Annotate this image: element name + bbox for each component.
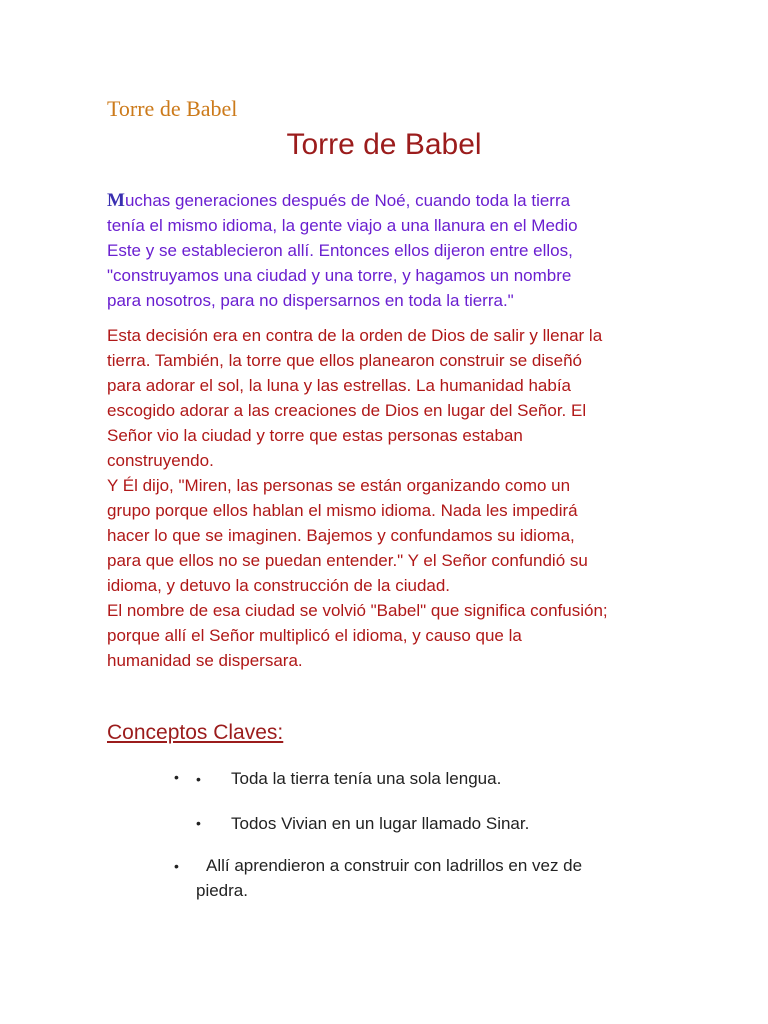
paragraph-line: escogido adorar a las creaciones de Dios en lugar del Señor. El: [107, 401, 587, 420]
paragraph-line: tenía el mismo idioma, la gente viajo a una llanura en el Medio: [107, 216, 578, 235]
paragraph-line-text: uchas generaciones después de Noé, cuando toda la tierra: [124, 191, 571, 210]
story-paragraph: [107, 323, 667, 673]
key-concept-item-continuation: piedra.: [196, 881, 248, 900]
document-small-title: Torre de Babel: [107, 96, 238, 121]
intro-paragraph: [107, 188, 667, 313]
bullet-icon: •: [196, 771, 201, 787]
key-concept-item: Allí aprendieron a construir con ladrillos en vez de: [206, 856, 583, 875]
key-concepts-heading: Conceptos Claves:: [107, 721, 284, 744]
paragraph-line: para adorar el sol, la luna y las estrellas. La humanidad había: [107, 376, 572, 395]
key-concept-item: Todos Vivian en un lugar llamado Sinar.: [231, 814, 530, 833]
paragraph-line: El nombre de esa ciudad se volvió "Babel" que significa confusión;: [107, 601, 608, 620]
bullet-icon: •: [196, 815, 201, 831]
paragraph-line: Señor vio la ciudad y torre que estas personas estaban: [107, 426, 523, 445]
paragraph-line: para que ellos no se puedan entender." Y el Señor confundió su: [107, 551, 588, 570]
key-concept-item: Toda la tierra tenía una sola lengua.: [231, 769, 502, 788]
paragraph-line: "construyamos una ciudad y una torre, y hagamos un nombre: [107, 266, 572, 285]
bullet-icon: •: [174, 769, 179, 785]
paragraph-line: Y Él dijo, "Miren, las personas se están organizando como un: [107, 476, 571, 495]
paragraph-line: construyendo.: [107, 451, 214, 470]
paragraph-line: Este y se establecieron allí. Entonces ellos dijeron entre ellos,: [107, 241, 573, 260]
paragraph-line: porque allí el Señor multiplicó el idioma, y causo que la: [107, 626, 522, 645]
paragraph-line: tierra. También, la torre que ellos planearon construir se diseñó: [107, 351, 583, 370]
paragraph-line: para nosotros, para no dispersarnos en toda la tierra.": [107, 291, 514, 310]
paragraph-line: grupo porque ellos hablan el mismo idioma. Nada les impedirá: [107, 501, 578, 520]
paragraph-line: [107, 188, 667, 213]
paragraph-line: humanidad se dispersara.: [107, 651, 303, 670]
bullet-icon: •: [174, 858, 179, 874]
dropcap-letter: M: [107, 190, 125, 211]
page-title: Torre de Babel: [286, 128, 482, 161]
paragraph-line: Esta decisión era en contra de la orden de Dios de salir y llenar la: [107, 326, 603, 345]
paragraph-line: hacer lo que se imaginen. Bajemos y confundamos su idioma,: [107, 526, 575, 545]
paragraph-line: idioma, y detuvo la construcción de la ciudad.: [107, 576, 451, 595]
